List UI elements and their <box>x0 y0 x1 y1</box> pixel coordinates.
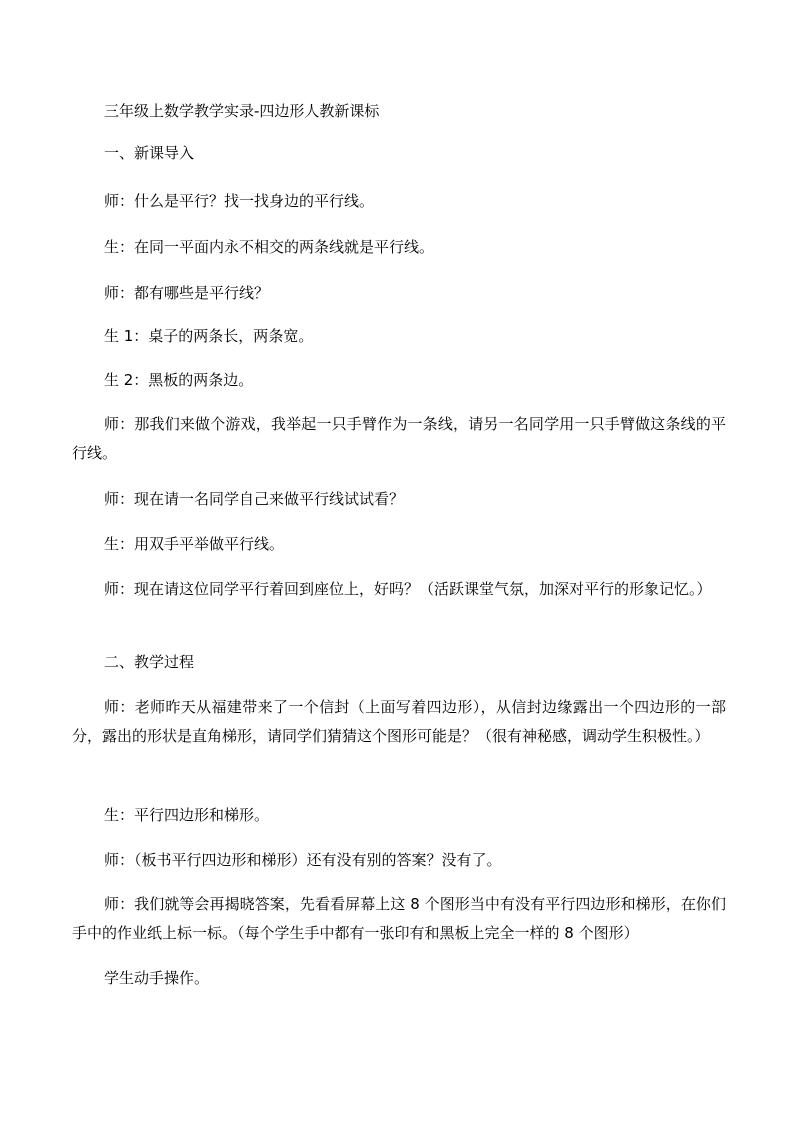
paragraph: 师：（板书平行四边形和梯形）还有没有别的答案？没有了。 <box>104 851 502 869</box>
paragraph: 师：现在请这位同学平行着回到座位上，好吗？（活跃课堂气氛，加深对平行的形象记忆。） <box>104 580 712 598</box>
paragraph: 师：现在请一名同学自己来做平行线试试看？ <box>104 490 405 508</box>
paragraph: 师：那我们来做个游戏，我举起一只手臂作为一条线，请另一名同学用一只手臂做这条线的平行线。 <box>72 415 726 462</box>
paragraph: 生 2：黑板的两条边。 <box>104 371 254 389</box>
paragraph: 师：我们就等会再揭晓答案，先看看屏幕上这 8 个图形当中有没有平行四边形和梯形，在你们手中的作业纸上标一标。（每个学生手中都有一张印有和黑板上完全一样的 8 个图形） <box>72 895 726 942</box>
paragraph: 生：用双手平举做平行线。 <box>104 535 285 553</box>
paragraph: 师：都有哪些是平行线？ <box>104 284 270 302</box>
section-heading-process: 二、教学过程 <box>104 653 195 671</box>
paragraph: 师：老师昨天从福建带来了一个信封（上面写着四边形），从信封边缘露出一个四边形的一部分，露出的形状是直角梯形，请同学们猜猜这个图形可能是？（很有神秘感，调动学生积极性。） <box>72 698 726 745</box>
paragraph: 生：在同一平面内永不相交的两条线就是平行线。 <box>104 238 435 256</box>
paragraph: 生：平行四边形和梯形。 <box>104 806 270 824</box>
paragraph: 师：什么是平行？找一找身边的平行线。 <box>104 192 375 210</box>
paragraph: 学生动手操作。 <box>104 969 210 987</box>
section-heading-intro: 一、新课导入 <box>104 144 195 162</box>
document-title: 三年级上数学教学实录-四边形人教新课标 <box>104 102 380 120</box>
paragraph: 生 1：桌子的两条长，两条宽。 <box>104 327 314 345</box>
